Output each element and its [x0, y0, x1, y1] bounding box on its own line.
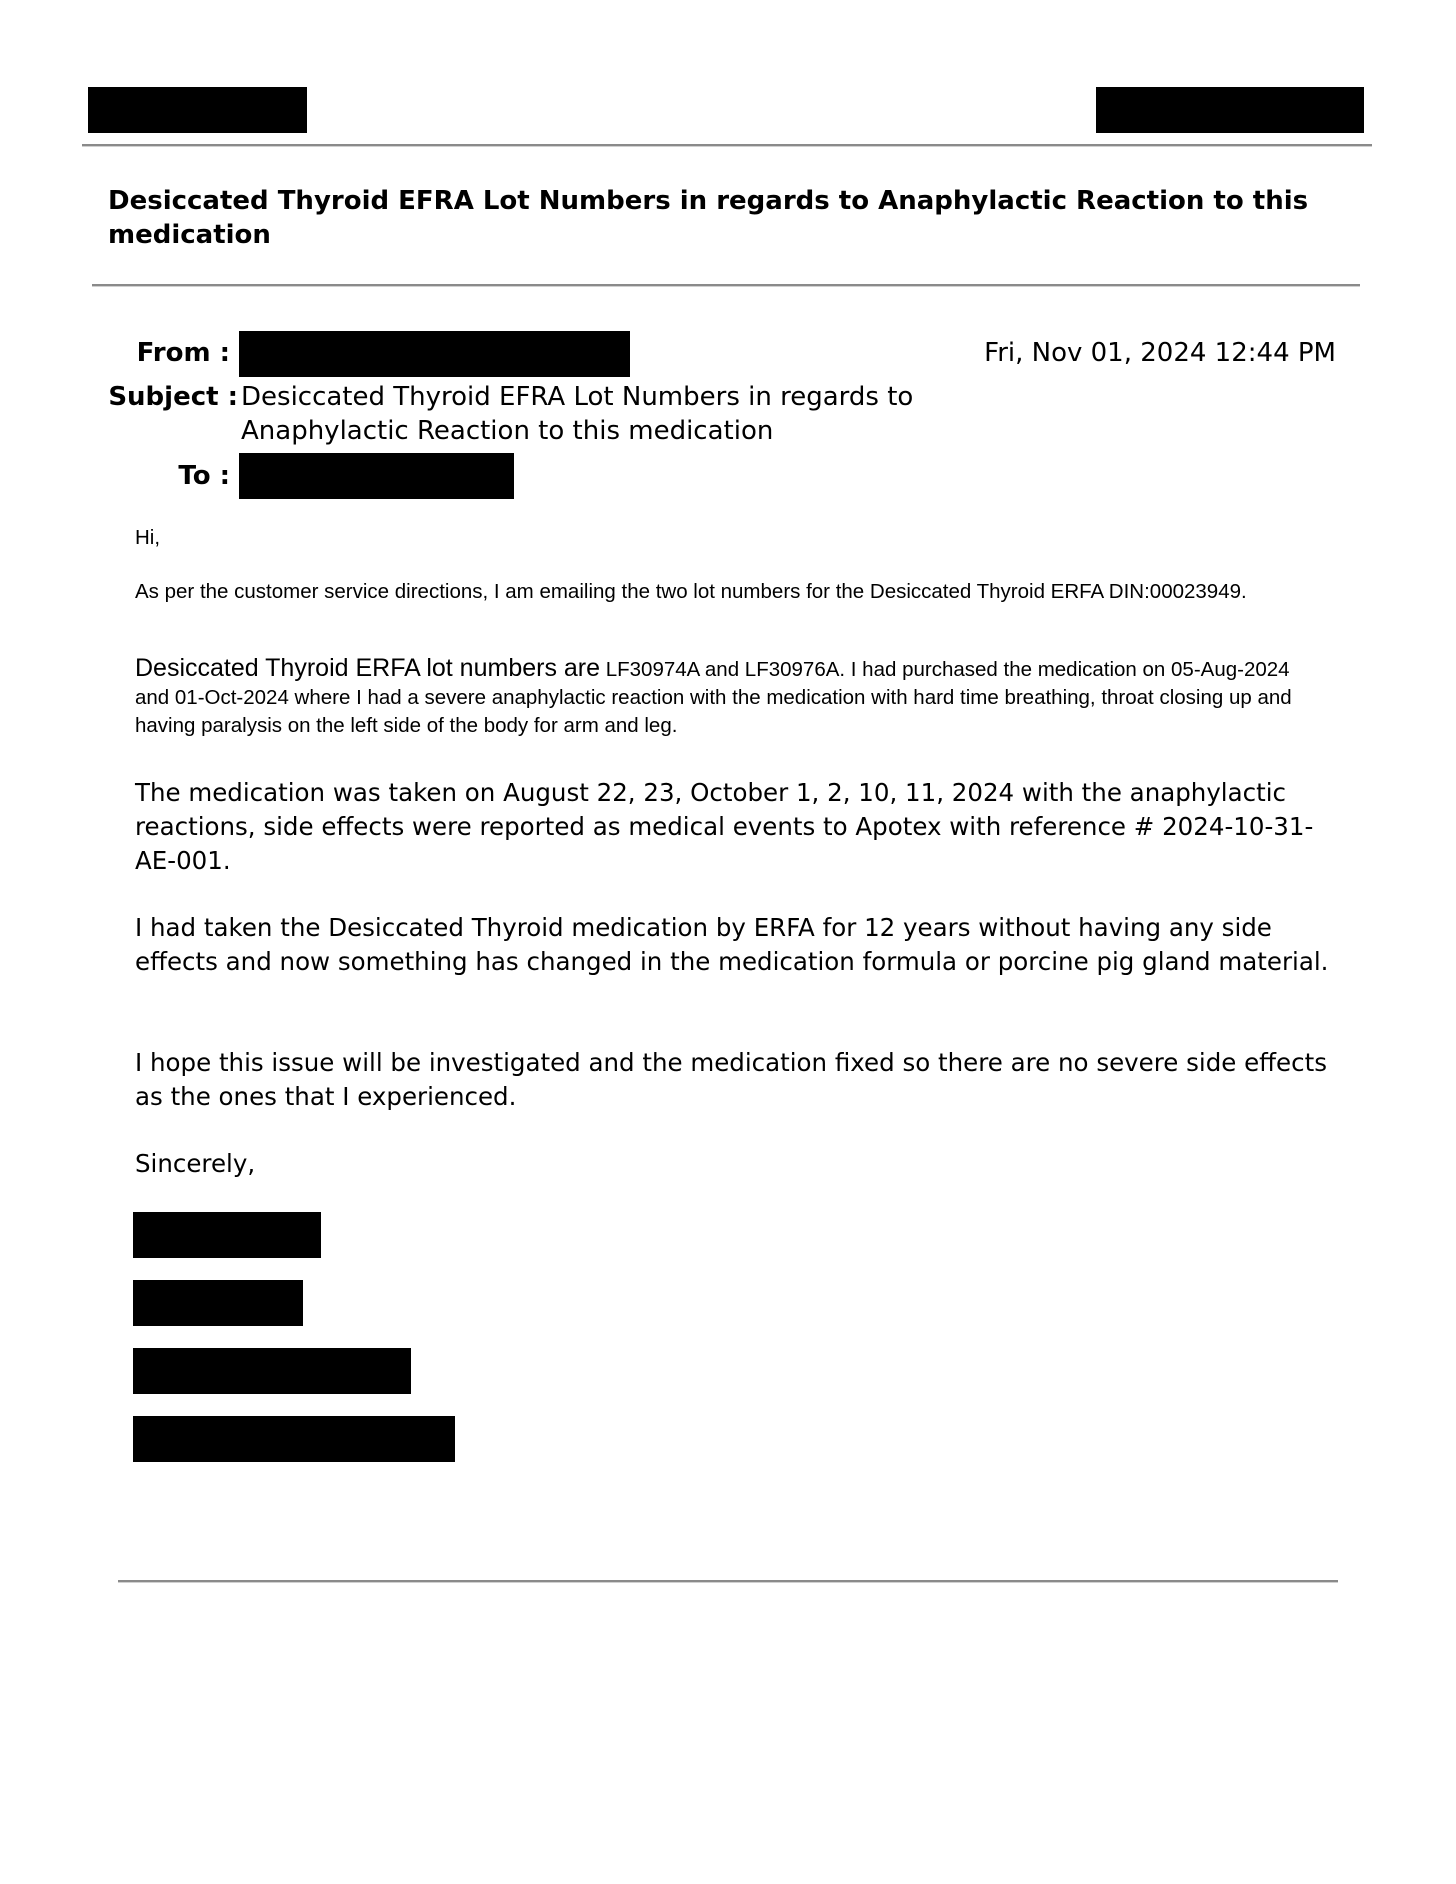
redaction-header-left	[88, 87, 307, 133]
body-paragraph-1: As per the customer service directions, I am emailing the two lot numbers for the Desiccated Thyroid ERFA DIN:00023949.	[135, 580, 1247, 603]
to-label: To :	[178, 461, 230, 491]
lot-numbers-rest: LF30974A and LF30976A. I had purchased the medication on 05-Aug-2024 and 01-Oct-2024 where I had a severe anaphylactic reaction with the medication with hard time breathing, throat closing up and having paralysis on the left side of the body for arm and leg.	[135, 658, 1292, 737]
email-date: Fri, Nov 01, 2024 12:44 PM	[984, 338, 1336, 368]
subject-label: Subject :	[108, 382, 238, 412]
subject-value: Desiccated Thyroid EFRA Lot Numbers in regards to Anaphylactic Reaction to this medication	[241, 382, 914, 446]
redaction-to	[239, 453, 514, 499]
closing: Sincerely,	[135, 1149, 256, 1178]
top-divider	[82, 144, 1372, 147]
greeting: Hi,	[135, 526, 161, 549]
lot-numbers-lead: Desiccated Thyroid ERFA lot numbers are	[135, 654, 601, 682]
redaction-signature-2	[133, 1280, 303, 1326]
body-paragraph-3: The medication was taken on August 22, 23, October 1, 2, 10, 11, 2024 with the anaphylactic reactions, side effects were reported as medical events to Apotex with reference # 2024-10-31-AE-001.	[135, 778, 1314, 875]
body-paragraph-4: I had taken the Desiccated Thyroid medication by ERFA for 12 years without having any side effects and now something has changed in the medication formula or porcine pig gland material.	[135, 913, 1329, 976]
redaction-signature-1	[133, 1212, 321, 1258]
redaction-from	[239, 331, 630, 377]
redaction-signature-3	[133, 1348, 411, 1394]
bottom-divider	[118, 1580, 1338, 1583]
email-title: Desiccated Thyroid EFRA Lot Numbers in regards to Anaphylactic Reaction to this medication	[108, 186, 1309, 250]
redaction-header-right	[1096, 87, 1364, 133]
body-paragraph-2	[135, 654, 1325, 740]
body-paragraph-5: I hope this issue will be investigated and the medication fixed so there are no severe side effects as the ones that I experienced.	[135, 1048, 1327, 1111]
from-label: From :	[136, 338, 230, 368]
redaction-signature-4	[133, 1416, 455, 1462]
title-divider	[92, 284, 1360, 287]
